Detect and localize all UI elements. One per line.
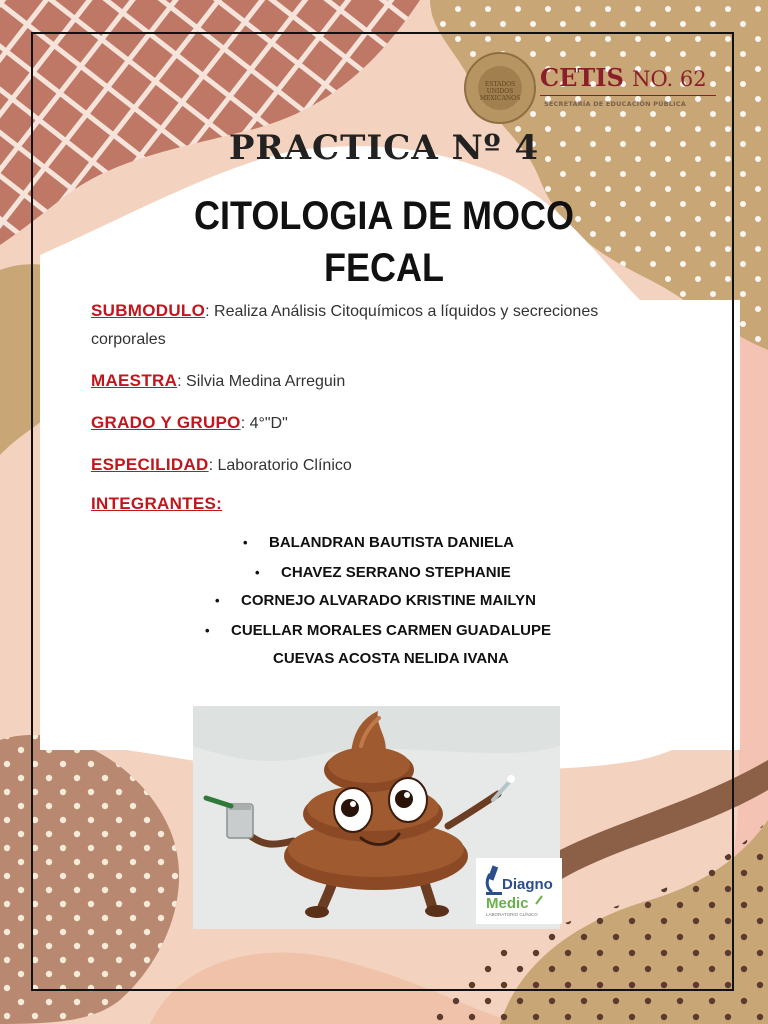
title-line-2: FECAL [323, 246, 444, 290]
microscope-icon [476, 858, 562, 924]
brand-line-1: Diagno [502, 876, 553, 893]
list-item [215, 592, 536, 609]
school-number: NO. 62 [632, 67, 707, 91]
grado-row [91, 409, 611, 438]
seal-text: ESTADOS UNIDOS MEXICANOS [479, 81, 521, 102]
logo-divider [540, 95, 716, 96]
title-line-1: CITOLOGIA DE MOCO [193, 194, 574, 238]
list-item [205, 622, 551, 639]
grado-label: GRADO Y GRUPO [91, 413, 241, 432]
member-name: CUEVAS ACOSTA NELIDA IVANA [273, 650, 509, 667]
national-seal-icon [464, 52, 536, 124]
especialidad-row [91, 451, 611, 480]
brand-line-2: Medic [486, 895, 529, 912]
submodulo-value: : Realiza Análisis Citoquímicos a líquidos y secreciones corporales [91, 303, 599, 348]
maestra-label: MAESTRA [91, 371, 178, 390]
member-name: CUELLAR MORALES CARMEN GUADALUPE [231, 622, 551, 639]
especialidad-label: ESPECILIDAD [91, 455, 209, 474]
maestra-value: : Silvia Medina Arreguin [177, 373, 346, 390]
member-name: BALANDRAN BAUTISTA DANIELA [269, 534, 514, 551]
school-name-text: CETIS [540, 63, 624, 92]
member-name: CHAVEZ SERRANO STEPHANIE [281, 564, 511, 581]
brand-tagline: LABORATORIO CLÍNICO [486, 912, 538, 917]
school-logo [460, 52, 725, 132]
school-name [540, 63, 707, 92]
practice-label: PRACTICA Nº 4 [228, 128, 540, 168]
bullet: • [205, 623, 210, 638]
diagno-medic-logo [476, 858, 562, 924]
list-item [243, 534, 514, 551]
list-item [255, 564, 511, 581]
integrantes-label: INTEGRANTES: [91, 494, 223, 513]
page-title [146, 190, 621, 294]
bullet: • [255, 565, 260, 580]
maestra-row [91, 367, 611, 396]
submodulo-row [91, 297, 611, 354]
grado-value: : 4°"D" [240, 415, 288, 432]
bullet: • [243, 535, 248, 550]
member-name: CORNEJO ALVARADO KRISTINE MAILYN [241, 592, 537, 609]
bullet: • [215, 593, 220, 608]
school-subtitle: SECRETARÍA DE EDUCACIÓN PÚBLICA [544, 100, 687, 108]
especialidad-value: : Laboratorio Clínico [208, 457, 352, 474]
submodulo-label: SUBMODULO [91, 301, 206, 320]
list-item [247, 650, 509, 667]
